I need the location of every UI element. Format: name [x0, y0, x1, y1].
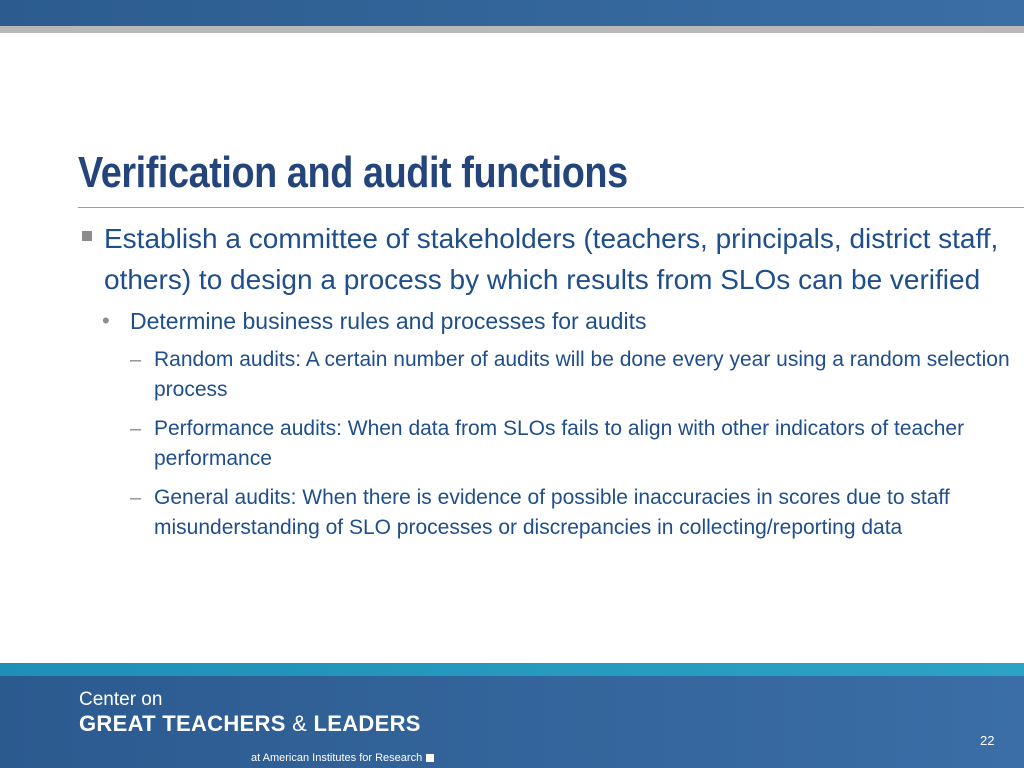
bullet-level3-text: Performance audits: When data from SLOs fails to align with other indicators of teacher performance: [154, 417, 965, 470]
bullet-level2: [80, 306, 1010, 336]
logo-line1: Center on: [79, 689, 163, 710]
square-icon: [426, 754, 434, 762]
footer-stripe: [0, 663, 1024, 676]
bullet-level1-text: Establish a committee of stakeholders (teachers, principals, district staff, others) to design a process by which results from SLOs can be verified: [104, 223, 999, 295]
bullet-level3-text: General audits: When there is evidence of possible inaccuracies in scores due to staff misunderstanding of SLO processes or discrepancies in collecting/reporting data: [154, 486, 950, 539]
header-rule: [0, 26, 1024, 33]
title-underline: [78, 207, 1024, 208]
bullet-level2-text: Determine business rules and processes for audits: [130, 308, 647, 334]
square-bullet-icon: [82, 231, 92, 241]
logo-great-teachers: GREAT TEACHERS: [79, 711, 286, 736]
page-number: 22: [980, 733, 995, 748]
bullet-level1: [80, 218, 1010, 300]
logo-line2: [79, 710, 421, 738]
bullet-level3-random-audits: [80, 345, 1010, 405]
slide-body: [80, 218, 1010, 543]
bullet-level3-general-audits: [80, 483, 1010, 543]
organization-logo: [79, 689, 423, 764]
bullet-level3-text: Random audits: A certain number of audits will be done every year using a random selection process: [154, 348, 1010, 401]
footer-bar: [0, 676, 1024, 768]
dash-bullet-icon: –: [130, 349, 142, 371]
bullet-level3-performance-audits: [80, 414, 1010, 474]
header-bar: [0, 0, 1024, 26]
logo-affiliation: at American Institutes for Research: [251, 752, 423, 764]
dot-bullet-icon: •: [102, 308, 110, 333]
logo-line3: [251, 752, 434, 764]
slide-title: Verification and audit functions: [78, 148, 628, 197]
dash-bullet-icon: –: [130, 418, 142, 440]
logo-ampersand: &: [292, 711, 308, 736]
dash-bullet-icon: –: [130, 487, 142, 509]
logo-leaders: LEADERS: [313, 711, 421, 736]
